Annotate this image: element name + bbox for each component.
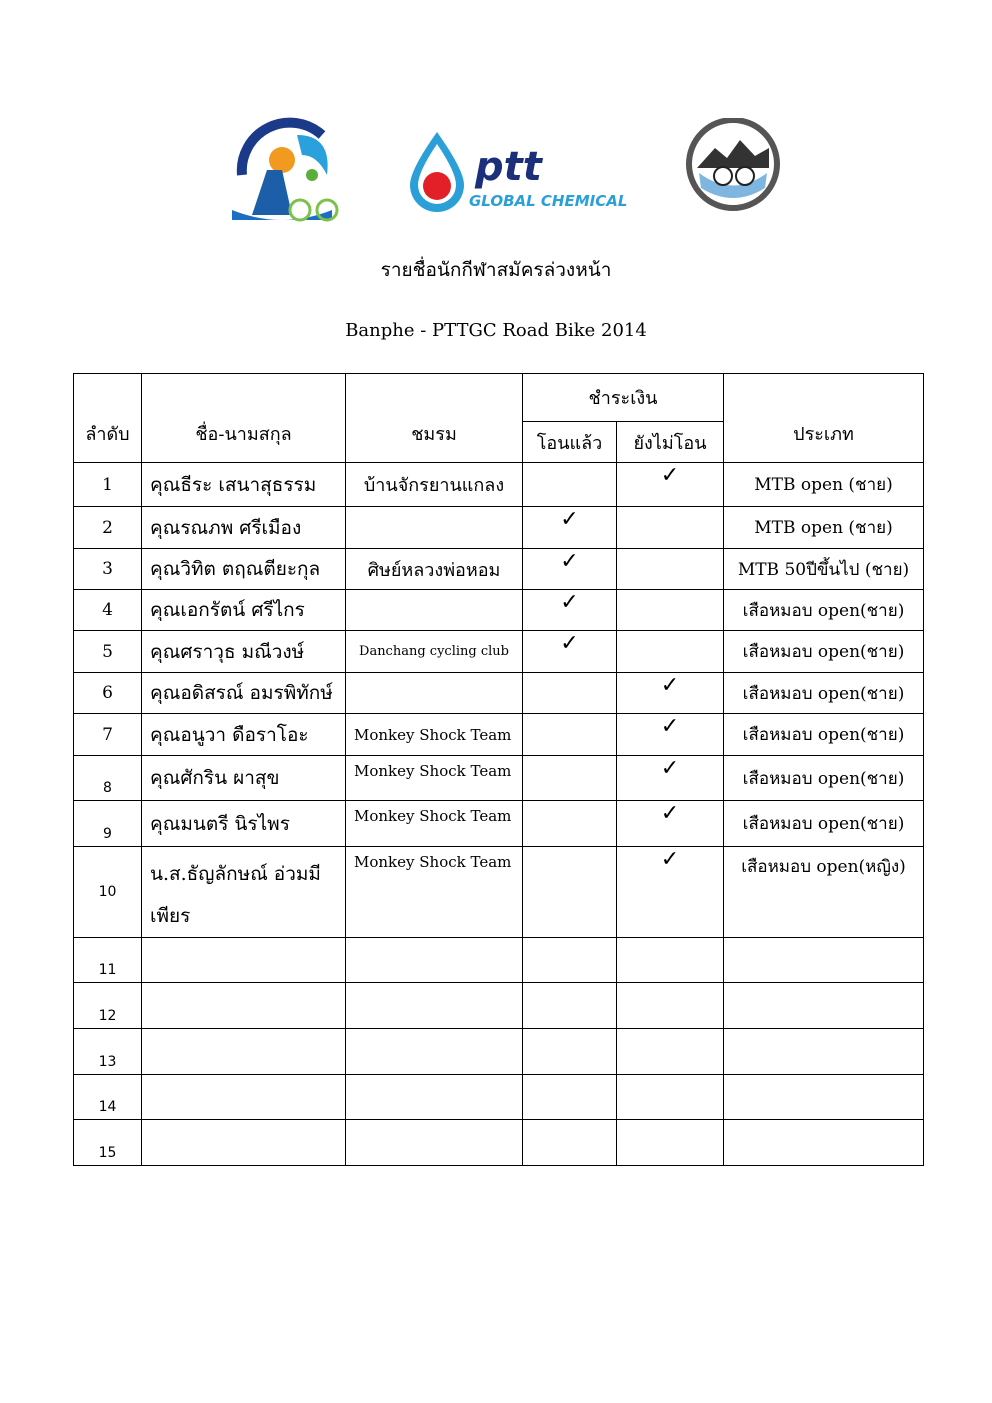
unpaid-check: ✓ bbox=[617, 847, 724, 938]
row-number: 10 bbox=[74, 847, 142, 938]
race-category bbox=[724, 1075, 924, 1120]
row-number: 6 bbox=[74, 673, 142, 714]
table-body bbox=[74, 463, 924, 1166]
table-row bbox=[74, 714, 924, 756]
row-number: 2 bbox=[74, 507, 142, 549]
paid-check bbox=[523, 1120, 617, 1166]
club-name: Monkey Shock Team bbox=[346, 801, 523, 847]
paid-check bbox=[523, 756, 617, 801]
participant-name: น.ส.ธัญลักษณ์ อ่วมมี เพียร bbox=[142, 847, 346, 938]
paid-check bbox=[523, 847, 617, 938]
paid-check: ✓ bbox=[523, 590, 617, 631]
race-category bbox=[724, 938, 924, 983]
race-category: เสือหมอบ open(ชาย) bbox=[724, 714, 924, 756]
header-name: ชื่อ-นามสกุล bbox=[142, 374, 346, 463]
club-name bbox=[346, 673, 523, 714]
race-category bbox=[724, 1029, 924, 1075]
participant-name: คุณเอกรัตน์ ศรีไกร bbox=[142, 590, 346, 631]
unpaid-check bbox=[617, 590, 724, 631]
table-row bbox=[74, 590, 924, 631]
unpaid-check bbox=[617, 938, 724, 983]
race-category bbox=[724, 1120, 924, 1166]
unpaid-check bbox=[617, 983, 724, 1029]
header-payment: ชำระเงิน bbox=[523, 374, 724, 422]
race-category: เสือหมอบ open(ชาย) bbox=[724, 801, 924, 847]
race-category: MTB 50ปีขึ้นไป (ชาย) bbox=[724, 549, 924, 590]
table-row bbox=[74, 507, 924, 549]
table-row bbox=[74, 1029, 924, 1075]
club-name bbox=[346, 590, 523, 631]
paid-check bbox=[523, 938, 617, 983]
row-number: 15 bbox=[74, 1120, 142, 1166]
participant-name: คุณมนตรี นิรไพร bbox=[142, 801, 346, 847]
row-number: 14 bbox=[74, 1075, 142, 1120]
paid-check bbox=[523, 1029, 617, 1075]
registration-table bbox=[73, 373, 924, 1166]
participant-name bbox=[142, 983, 346, 1029]
club-name bbox=[346, 938, 523, 983]
table-row bbox=[74, 631, 924, 673]
participant-name: คุณศักริน ผาสุข bbox=[142, 756, 346, 801]
unpaid-check: ✓ bbox=[617, 714, 724, 756]
club-name bbox=[346, 1075, 523, 1120]
header-unpaid: ยังไม่โอน bbox=[617, 422, 724, 463]
paid-check: ✓ bbox=[523, 631, 617, 673]
row-number: 5 bbox=[74, 631, 142, 673]
table-row bbox=[74, 756, 924, 801]
pttgc-logo bbox=[405, 130, 637, 215]
header-category: ประเภท bbox=[724, 374, 924, 463]
race-category: เสือหมอบ open(ชาย) bbox=[724, 590, 924, 631]
row-number: 4 bbox=[74, 590, 142, 631]
table-row bbox=[74, 938, 924, 983]
club-name: Monkey Shock Team bbox=[346, 756, 523, 801]
ptt-wordmark: ptt bbox=[475, 144, 542, 190]
participant-name bbox=[142, 938, 346, 983]
unpaid-check bbox=[617, 1120, 724, 1166]
row-number: 13 bbox=[74, 1029, 142, 1075]
club-name: Monkey Shock Team bbox=[346, 714, 523, 756]
table-row bbox=[74, 1120, 924, 1166]
rayong-cycling-club-logo bbox=[222, 115, 340, 223]
unpaid-check: ✓ bbox=[617, 673, 724, 714]
participant-name: คุณอดิสรณ์ อมรพิทักษ์ bbox=[142, 673, 346, 714]
unpaid-check bbox=[617, 1075, 724, 1120]
club-name: Danchang cycling club bbox=[346, 631, 523, 673]
paid-check bbox=[523, 983, 617, 1029]
unpaid-check bbox=[617, 507, 724, 549]
race-category bbox=[724, 983, 924, 1029]
header-club: ชมรม bbox=[346, 374, 523, 463]
paid-check bbox=[523, 673, 617, 714]
row-number: 7 bbox=[74, 714, 142, 756]
cycling-club-emblem-logo bbox=[685, 118, 781, 214]
participant-name: คุณธีระ เสนาสุธรรม bbox=[142, 463, 346, 507]
participant-name bbox=[142, 1120, 346, 1166]
paid-check bbox=[523, 1075, 617, 1120]
paid-check: ✓ bbox=[523, 549, 617, 590]
club-name: บ้านจักรยานแกลง bbox=[346, 463, 523, 507]
table-row bbox=[74, 673, 924, 714]
row-number: 11 bbox=[74, 938, 142, 983]
header-paid: โอนแล้ว bbox=[523, 422, 617, 463]
participant-name bbox=[142, 1029, 346, 1075]
race-category: MTB open (ชาย) bbox=[724, 463, 924, 507]
race-category: MTB open (ชาย) bbox=[724, 507, 924, 549]
paid-check bbox=[523, 714, 617, 756]
paid-check: ✓ bbox=[523, 507, 617, 549]
document-title: รายชื่อนักกีฬาสมัครล่วงหน้า bbox=[380, 259, 612, 281]
table-row bbox=[74, 549, 924, 590]
row-number: 1 bbox=[74, 463, 142, 507]
table-row bbox=[74, 1075, 924, 1120]
unpaid-check bbox=[617, 549, 724, 590]
participant-name: คุณศราวุธ มณีวงษ์ bbox=[142, 631, 346, 673]
table-row bbox=[74, 463, 924, 507]
participant-name: คุณวิทิต ตฤณตียะกุล bbox=[142, 549, 346, 590]
event-subtitle: Banphe - PTTGC Road Bike 2014 bbox=[345, 320, 647, 341]
row-number: 3 bbox=[74, 549, 142, 590]
row-number: 12 bbox=[74, 983, 142, 1029]
club-name bbox=[346, 1029, 523, 1075]
club-name bbox=[346, 983, 523, 1029]
participant-name bbox=[142, 1075, 346, 1120]
row-number: 9 bbox=[74, 801, 142, 847]
participant-name: คุณอนูวา ดือราโอะ bbox=[142, 714, 346, 756]
club-name: Monkey Shock Team bbox=[346, 847, 523, 938]
club-name: ศิษย์หลวงพ่อหอม bbox=[346, 549, 523, 590]
paid-check bbox=[523, 801, 617, 847]
paid-check bbox=[523, 463, 617, 507]
race-category: เสือหมอบ open(ชาย) bbox=[724, 756, 924, 801]
table-row bbox=[74, 801, 924, 847]
logo-bar bbox=[0, 110, 992, 225]
unpaid-check: ✓ bbox=[617, 801, 724, 847]
unpaid-check bbox=[617, 1029, 724, 1075]
global-chemical-wordmark: GLOBAL CHEMICAL bbox=[469, 192, 628, 210]
unpaid-check bbox=[617, 631, 724, 673]
row-number: 8 bbox=[74, 756, 142, 801]
club-name bbox=[346, 1120, 523, 1166]
participant-name: คุณรณภพ ศรีเมือง bbox=[142, 507, 346, 549]
race-category: เสือหมอบ open(หญิง) bbox=[724, 847, 924, 938]
unpaid-check: ✓ bbox=[617, 756, 724, 801]
race-category: เสือหมอบ open(ชาย) bbox=[724, 631, 924, 673]
header-no: ลำดับ bbox=[74, 374, 142, 463]
table-row bbox=[74, 983, 924, 1029]
race-category: เสือหมอบ open(ชาย) bbox=[724, 673, 924, 714]
unpaid-check: ✓ bbox=[617, 463, 724, 507]
club-name bbox=[346, 507, 523, 549]
table-row bbox=[74, 847, 924, 938]
